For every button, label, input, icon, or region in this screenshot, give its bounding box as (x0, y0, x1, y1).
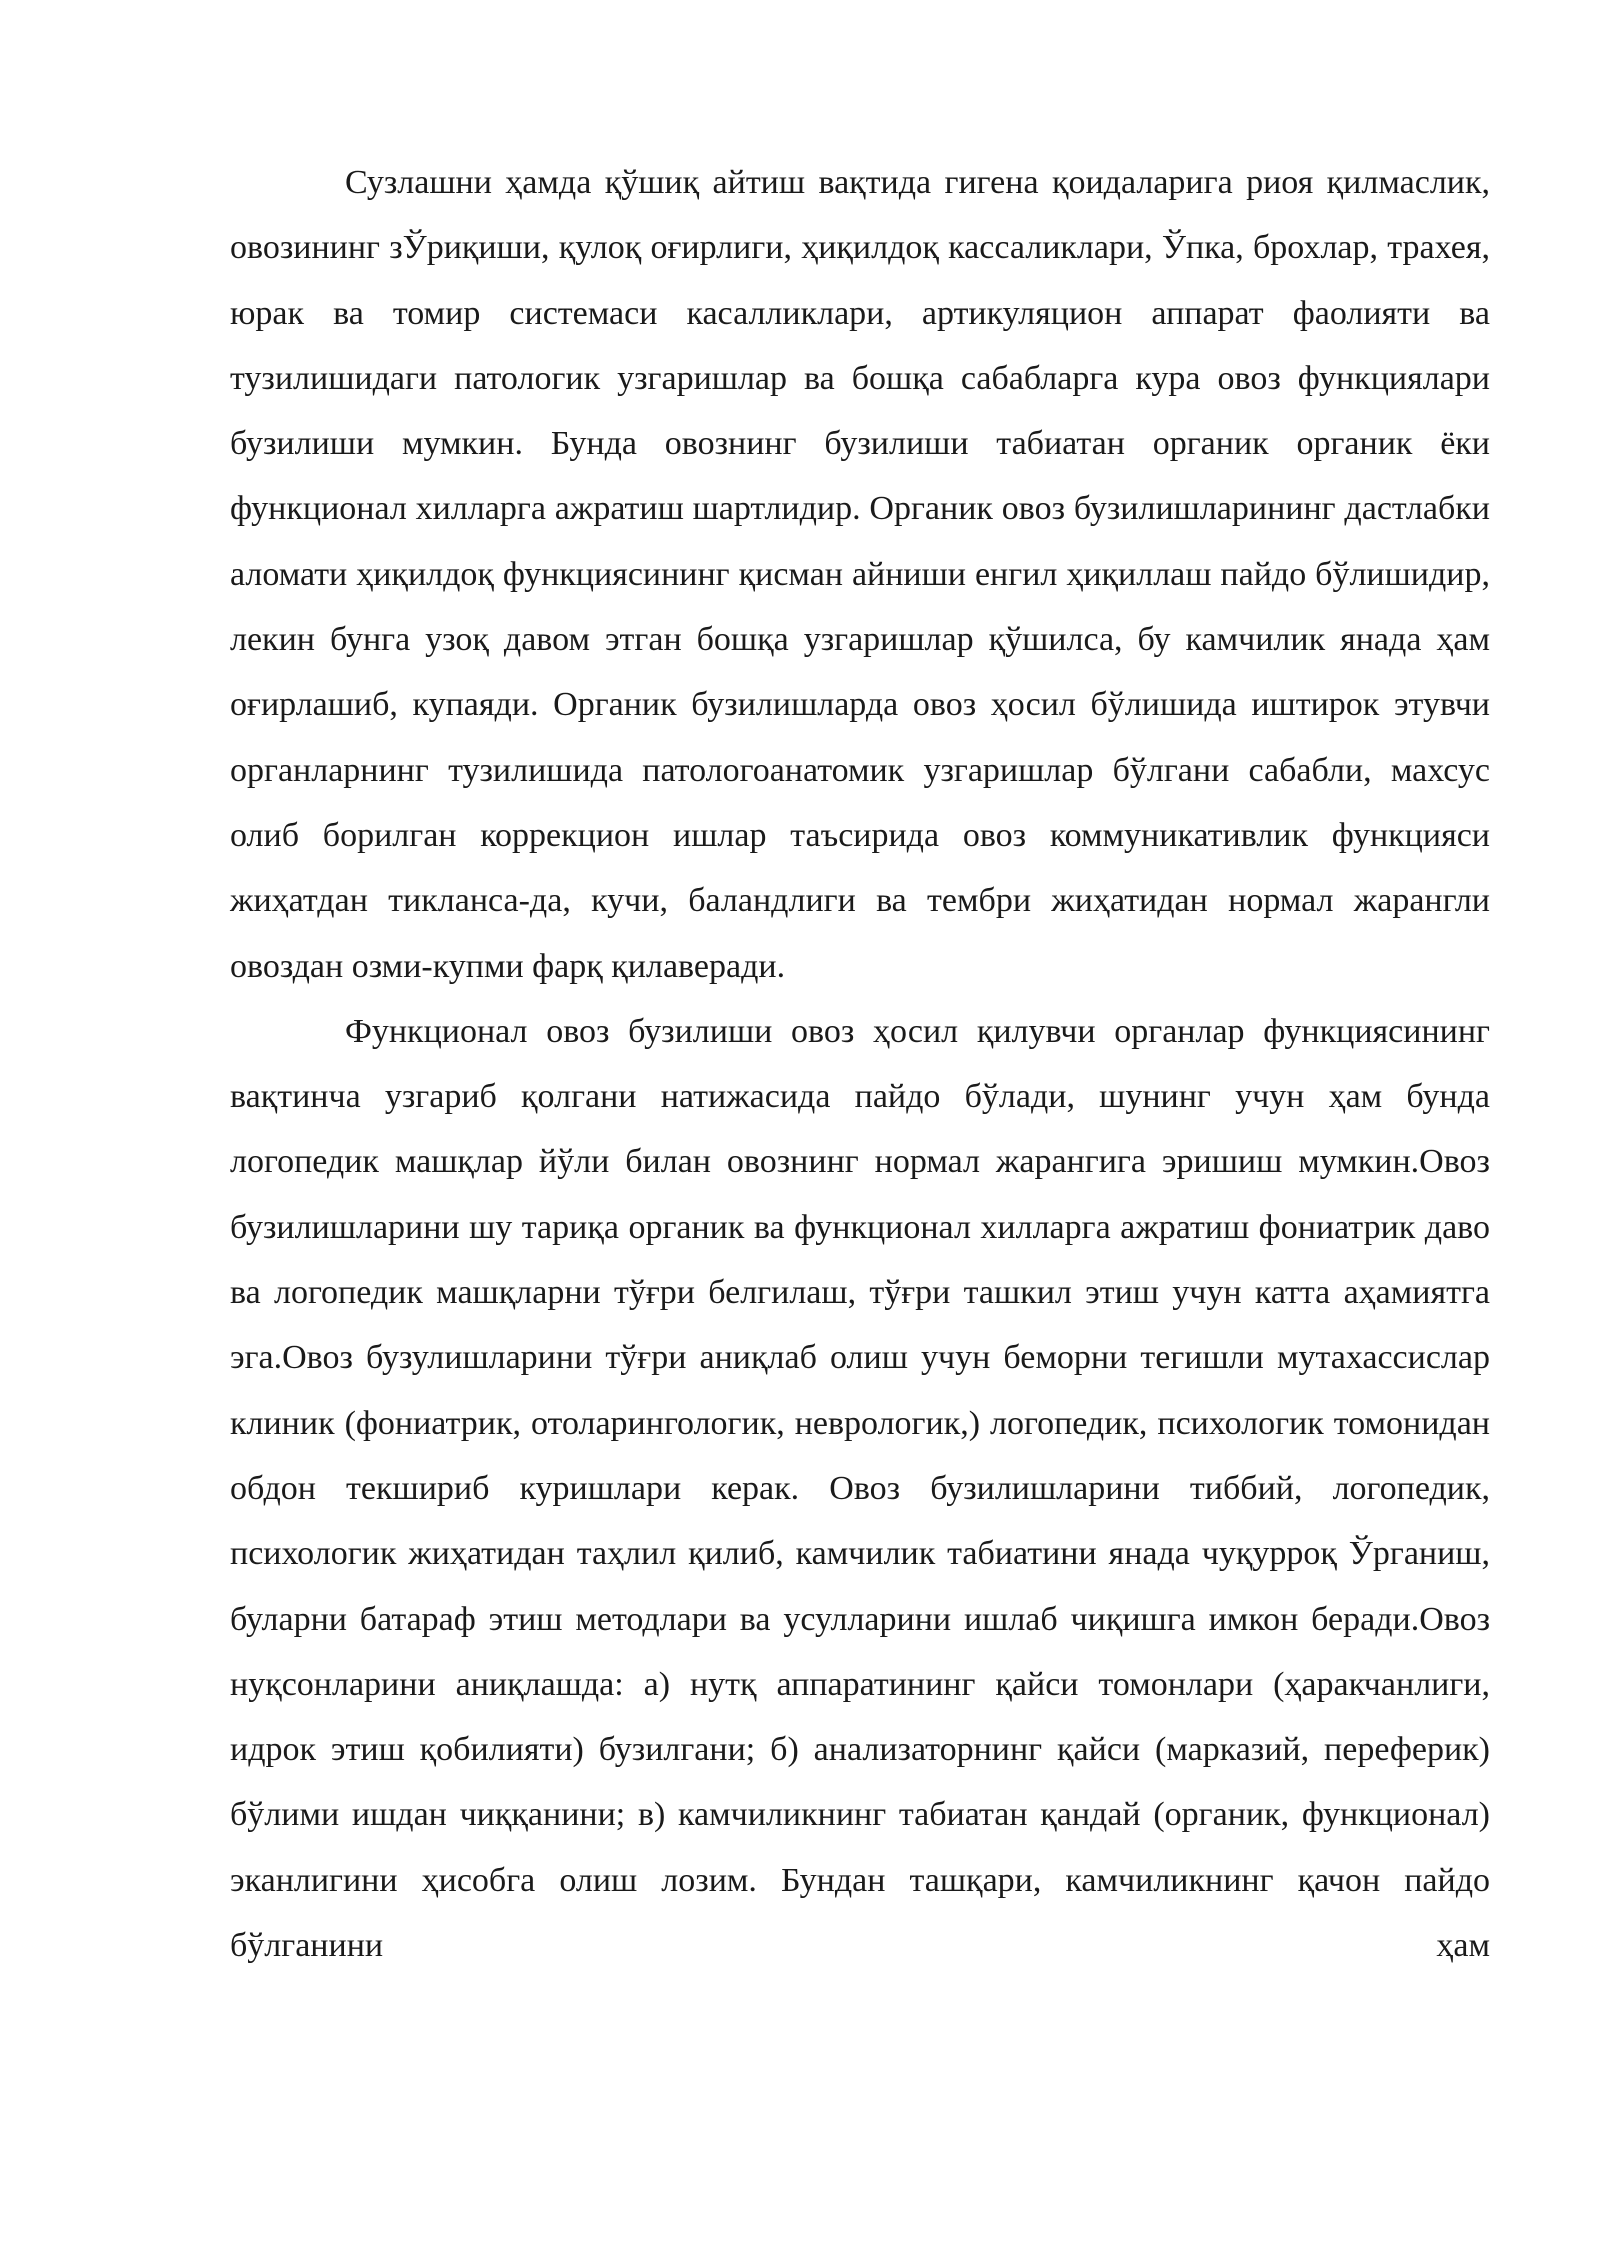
paragraph-2: Функционал овоз бузилиши овоз ҳосил қилувчи органлар функциясининг вақтинча узгариб қолгани натижасида пайдо бўлади, шунинг учун ҳам бунда логопедик машқлар йўли билан овознинг нормал жарангига эришиш мумкин.Овоз бузилишларини шу тариқа органик ва функционал хилларга ажратиш фониатрик даво ва логопедик машқларни тўғри белгилаш, тўғри ташкил этиш учун катта аҳамиятга эга.Овоз бузулишларини тўғри аниқлаб олиш учун беморни тегишли мутахассислар клиник (фониатрик, отоларингологик, неврологик,) логопедик, психологик томонидан обдон текшириб куришлари керак. Овоз бузилишларини тиббий, логопедик, психологик жиҳатидан таҳлил қилиб, камчилик табиатини янада чуқурроқ Ўрганиш, буларни батараф этиш методлари ва усулларини ишлаб чиқишга имкон беради.Овоз нуқсонларини аниқлашда: а) нутқ аппаратининг қайси томонлари (ҳаракчанлиги, идрок этиш қобилияти) бузилгани; б) анализаторнинг қайси (марказий, переферик) бўлими ишдан чиққанини; в) камчиликнинг табиатан қандай (органик, функционал) эканлигини ҳисобга олиш лозим. Бундан ташқари, камчиликнинг қачон пайдо бўлганини ҳам (230, 1012, 1490, 1965)
paragraph-1: Сузлашни ҳамда қўшиқ айтиш вақтида гигена қоидаларига риоя қилмаслик, овозининг зЎриқиши, қулоқ оғирлиги, ҳиқилдоқ кассаликлари, Ўпка, брохлар, трахея, юрак ва томир системаси касалликлари, артикуляцион аппарат фаолияти ва тузилишидаги патологик узгаришлар ва бошқа сабабларга кура овоз функциялари бузилиши мумкин. Бунда овознинг бузилиши табиатан органик органик ёки функционал хилларга ажратиш шартлидир. Органик овоз бузилишларининг дастлабки аломати ҳиқилдоқ функциясининг қисман айниши енгил ҳиқиллаш пайдо бўлишидир, лекин бунга узоқ давом этган бошқа узгаришлар қўшилса, бу камчилик янада ҳам оғирлашиб, купаяди. Органик бузилишларда овоз ҳосил бўлишида иштирок этувчи органларнинг тузилишида патологоанатомик узгаришлар бўлгани сабабли, махсус олиб борилган коррекцион ишлар таъсирида овоз коммуникативлик функцияси жиҳатдан тикланса-да, кучи, баландлиги ва тембри жиҳатидан нормал жарангли овоздан озми-купми фарқ қилаверади. (230, 164, 1490, 985)
body-text (230, 150, 1490, 1978)
